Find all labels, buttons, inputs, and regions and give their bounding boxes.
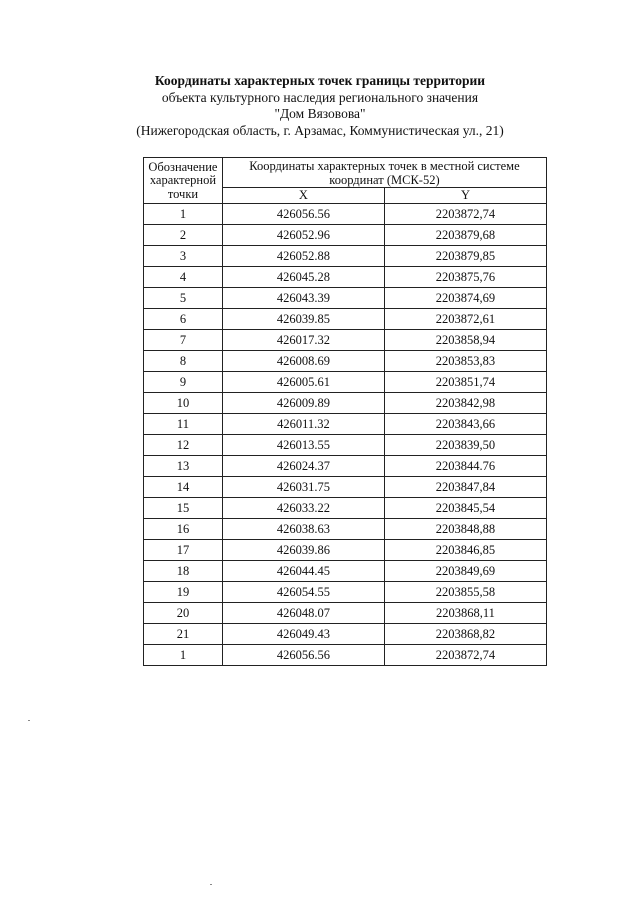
- table-row: [144, 645, 547, 666]
- cell-x: 426039.85: [222, 309, 384, 330]
- cell-y: 2203879,68: [384, 225, 546, 246]
- cell-y: 2203849,69: [384, 561, 546, 582]
- table-header-row-top: [144, 158, 547, 188]
- cell-point: 18: [144, 561, 223, 582]
- cell-x: 426056.56: [222, 645, 384, 666]
- cell-x: 426009.89: [222, 393, 384, 414]
- table-row: [144, 246, 547, 267]
- cell-x: 426024.37: [222, 456, 384, 477]
- cell-y: 2203874,69: [384, 288, 546, 309]
- cell-x: 426011.32: [222, 414, 384, 435]
- document-subtitle-address: (Нижегородская область, г. Арзамас, Коммунистическая ул., 21): [136, 122, 504, 138]
- cell-y: 2203868,11: [384, 603, 546, 624]
- cell-y: 2203872,74: [384, 645, 546, 666]
- table-row: [144, 435, 547, 456]
- cell-point: 2: [144, 225, 223, 246]
- table-row: [144, 519, 547, 540]
- cell-y: 2203839,50: [384, 435, 546, 456]
- cell-x: 426044.45: [222, 561, 384, 582]
- cell-point: 10: [144, 393, 223, 414]
- cell-point: 12: [144, 435, 223, 456]
- cell-point: 21: [144, 624, 223, 645]
- cell-y: 2203868,82: [384, 624, 546, 645]
- cell-point: 16: [144, 519, 223, 540]
- header-point-designation: [144, 158, 223, 204]
- cell-x: 426039.86: [222, 540, 384, 561]
- cell-y: 2203844.76: [384, 456, 546, 477]
- table-row: [144, 309, 547, 330]
- document-header: [0, 73, 640, 139]
- table-row: [144, 267, 547, 288]
- cell-x: 426056.56: [222, 204, 384, 225]
- table-row: [144, 624, 547, 645]
- cell-x: 426008.69: [222, 351, 384, 372]
- table-row: [144, 414, 547, 435]
- cell-x: 426052.88: [222, 246, 384, 267]
- cell-y: 2203843,66: [384, 414, 546, 435]
- cell-x: 426005.61: [222, 372, 384, 393]
- cell-y: 2203851,74: [384, 372, 546, 393]
- cell-y: 2203847,84: [384, 477, 546, 498]
- cell-x: 426013.55: [222, 435, 384, 456]
- cell-x: 426052.96: [222, 225, 384, 246]
- coordinates-table-head: [144, 158, 547, 204]
- header-point-line-1: Обозначение: [148, 159, 218, 174]
- table-row: [144, 582, 547, 603]
- table-row: [144, 393, 547, 414]
- cell-point: 14: [144, 477, 223, 498]
- cell-y: 2203872,61: [384, 309, 546, 330]
- cell-point: 5: [144, 288, 223, 309]
- cell-point: 9: [144, 372, 223, 393]
- cell-y: 2203842,98: [384, 393, 546, 414]
- cell-y: 2203853,83: [384, 351, 546, 372]
- cell-x: 426043.39: [222, 288, 384, 309]
- table-row: [144, 288, 547, 309]
- cell-x: 426031.75: [222, 477, 384, 498]
- table-row: [144, 225, 547, 246]
- cell-y: 2203879,85: [384, 246, 546, 267]
- coordinates-table-body: [144, 204, 547, 666]
- coordinates-table: [143, 157, 547, 666]
- table-row: [144, 351, 547, 372]
- cell-y: 2203855,58: [384, 582, 546, 603]
- cell-y: 2203846,85: [384, 540, 546, 561]
- cell-point: 7: [144, 330, 223, 351]
- cell-point: 19: [144, 582, 223, 603]
- table-row: [144, 603, 547, 624]
- cell-point: 4: [144, 267, 223, 288]
- cell-x: 426048.07: [222, 603, 384, 624]
- cell-y: 2203848,88: [384, 519, 546, 540]
- cell-x: 426033.22: [222, 498, 384, 519]
- cell-x: 426049.43: [222, 624, 384, 645]
- table-row: [144, 372, 547, 393]
- table-row: [144, 540, 547, 561]
- document-subtitle-object: объекта культурного наследия регионального значения: [161, 89, 479, 105]
- cell-y: 2203875,76: [384, 267, 546, 288]
- cell-y: 2203858,94: [384, 330, 546, 351]
- header-x: X: [222, 188, 384, 204]
- cell-x: 426038.63: [222, 519, 384, 540]
- cell-point: 17: [144, 540, 223, 561]
- header-point-line-2: характерной: [149, 173, 217, 188]
- header-y: Y: [384, 188, 546, 204]
- cell-point: 6: [144, 309, 223, 330]
- cell-x: 426054.55: [222, 582, 384, 603]
- cell-point: 13: [144, 456, 223, 477]
- cell-point: 1: [144, 204, 223, 225]
- cell-x: 426017.32: [222, 330, 384, 351]
- document-title: Координаты характерных точек границы территории: [154, 73, 486, 88]
- scan-speck: [210, 884, 212, 885]
- table-row: [144, 204, 547, 225]
- table-row: [144, 498, 547, 519]
- cell-point: 8: [144, 351, 223, 372]
- document-subtitle-name: "Дом Вязовова": [274, 106, 366, 121]
- table-row: [144, 330, 547, 351]
- cell-point: 11: [144, 414, 223, 435]
- cell-point: 1: [144, 645, 223, 666]
- cell-x: 426045.28: [222, 267, 384, 288]
- table-row: [144, 561, 547, 582]
- table-row: [144, 456, 547, 477]
- cell-point: 20: [144, 603, 223, 624]
- cell-point: 3: [144, 246, 223, 267]
- header-point-line-3: точки: [167, 186, 199, 201]
- scan-speck: [28, 720, 30, 721]
- cell-y: 2203872,74: [384, 204, 546, 225]
- cell-y: 2203845,54: [384, 498, 546, 519]
- cell-point: 15: [144, 498, 223, 519]
- header-coordinates-group: Координаты характерных точек в местной системе координат (МСК-52): [222, 158, 546, 188]
- table-row: [144, 477, 547, 498]
